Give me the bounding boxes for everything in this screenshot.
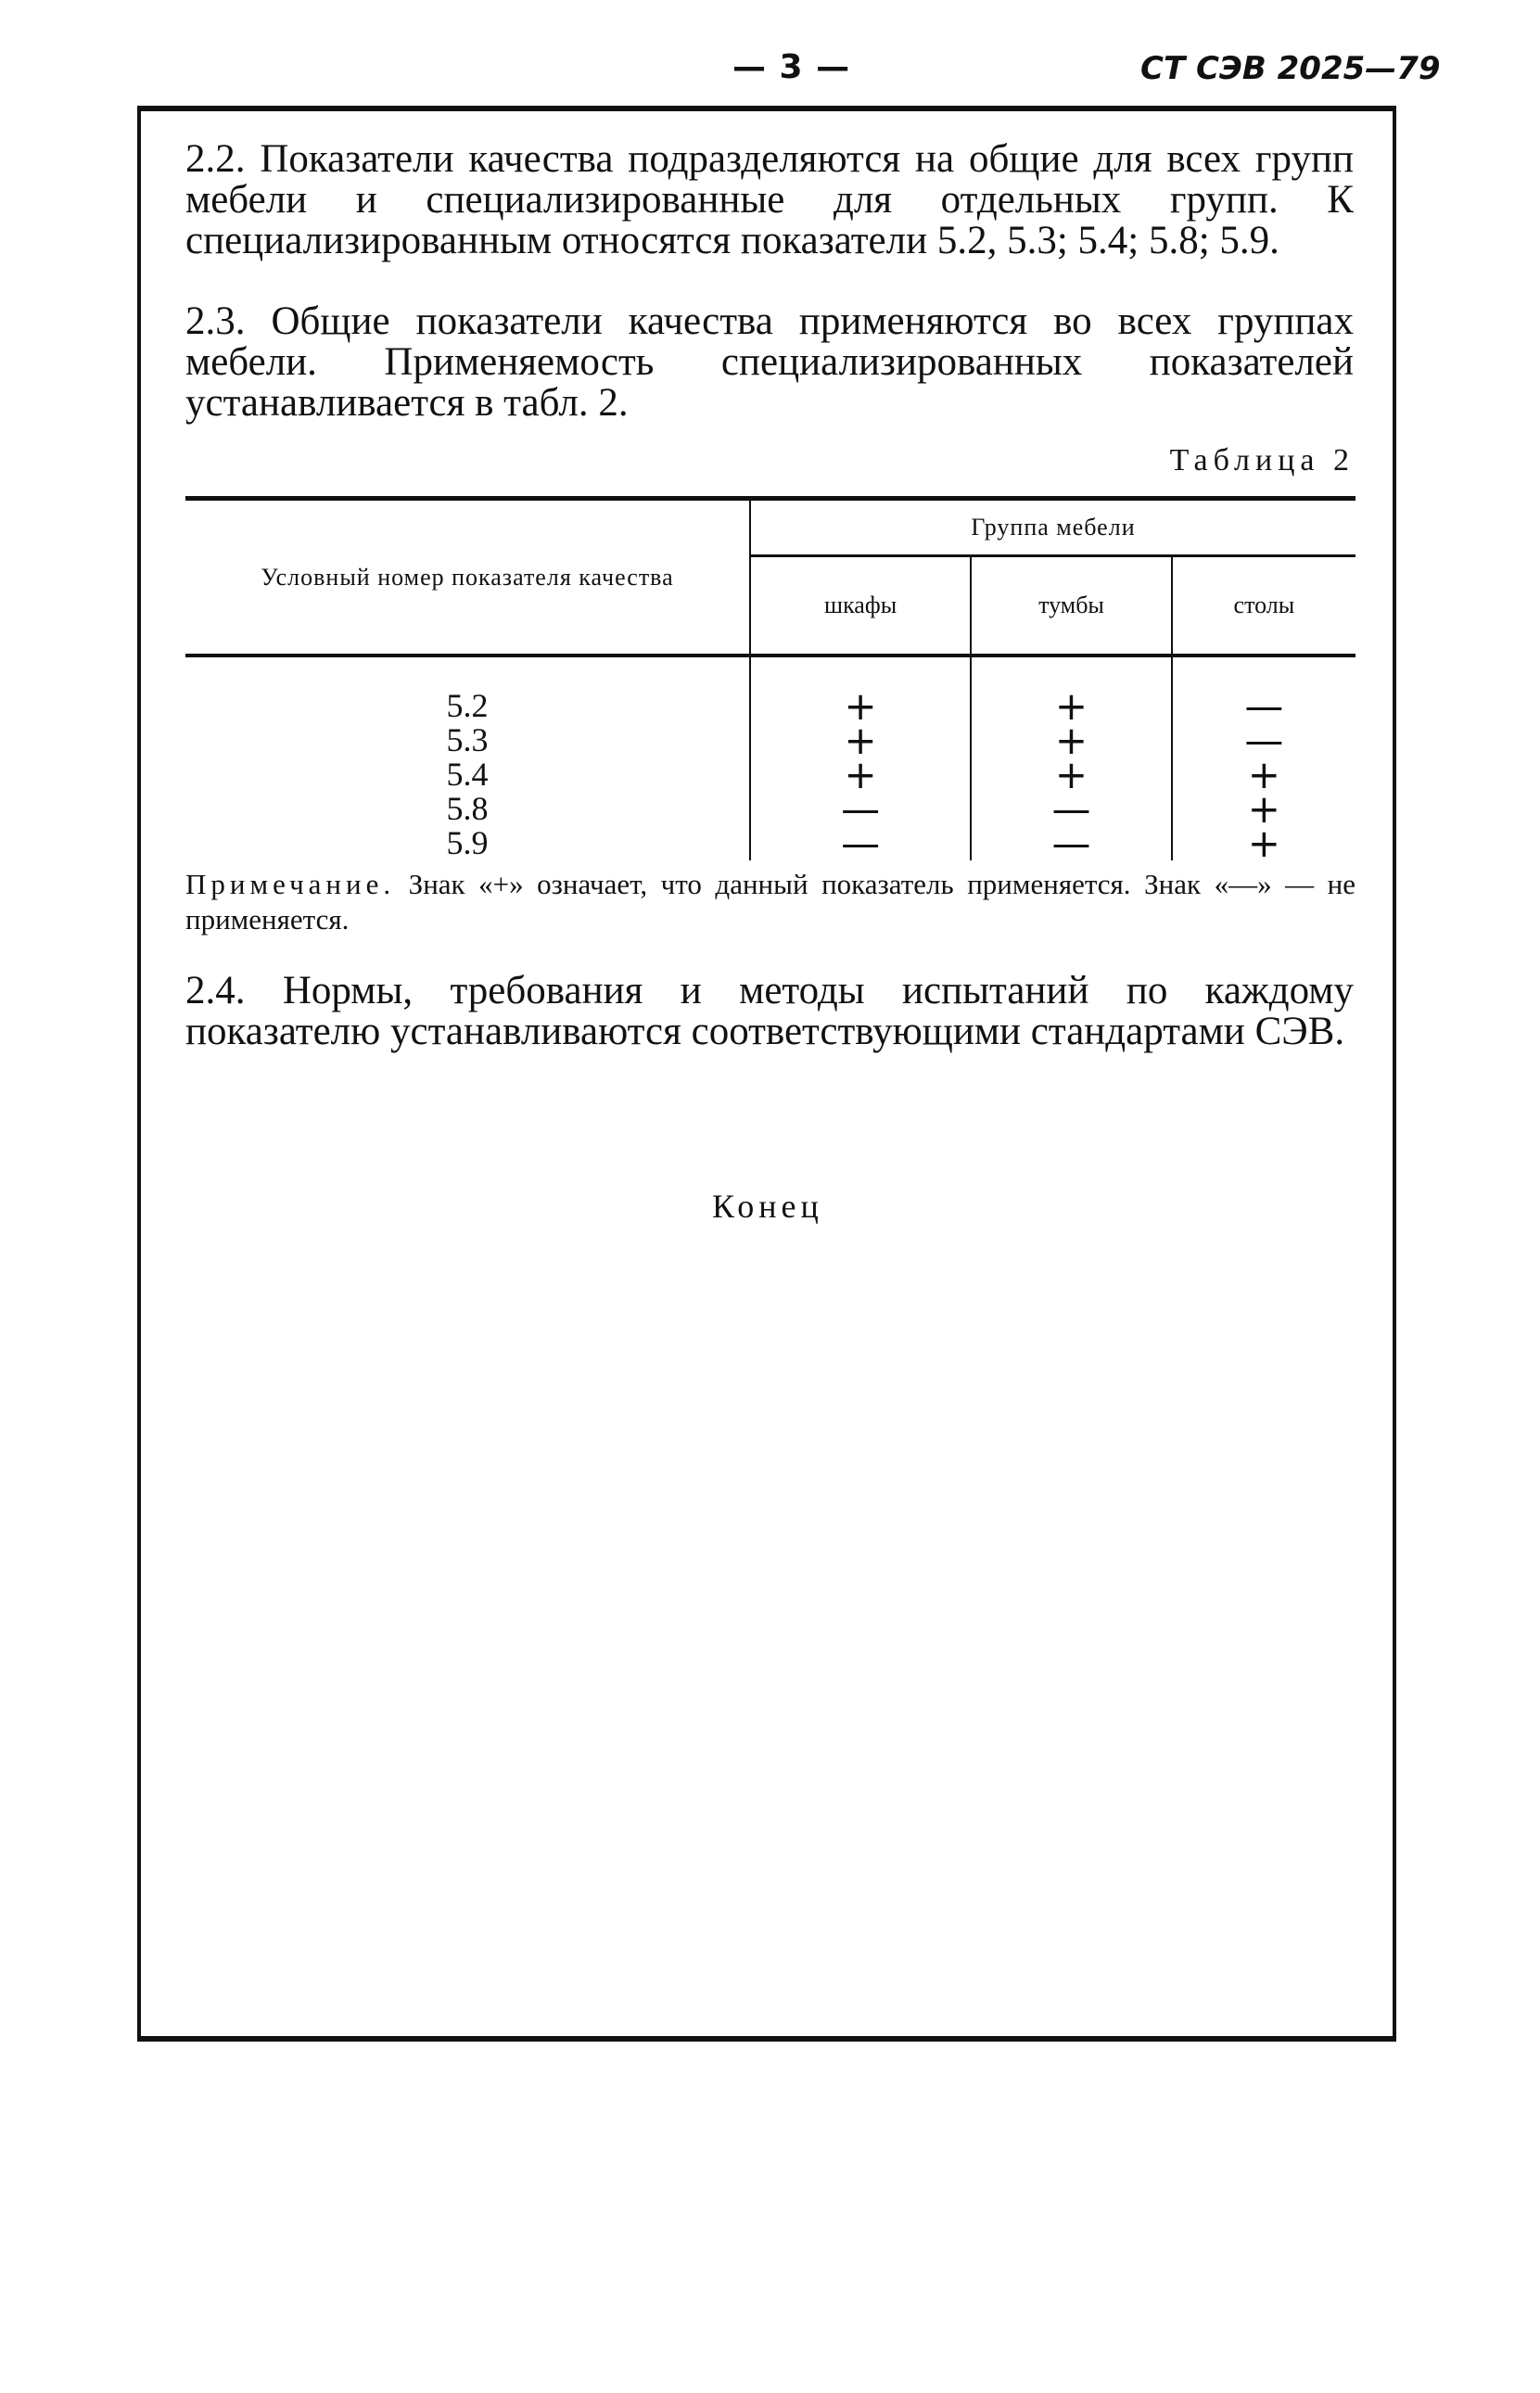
- indicator-number: 5.8: [185, 792, 750, 826]
- table-row: [185, 723, 1355, 757]
- cell-cabinets: —: [750, 792, 971, 826]
- column-header-nightstands: тумбы: [971, 556, 1172, 656]
- standard-code: СТ СЭВ 2025—79: [1140, 50, 1441, 87]
- cell-nightstands: —: [971, 826, 1172, 860]
- indicator-number: 5.9: [185, 826, 750, 860]
- cell-cabinets: +: [750, 757, 971, 792]
- table-row: [185, 689, 1355, 723]
- indicator-number: 5.3: [185, 723, 750, 757]
- note-label: Примечание.: [185, 868, 396, 900]
- table-row: [185, 757, 1355, 792]
- header-furniture-group: Группа мебели: [750, 499, 1355, 556]
- table-row: [185, 826, 1355, 860]
- table-note: [185, 867, 1355, 937]
- paragraph-2-4: 2.4. Нормы, требования и методы испытаний по каждому показателю устанавливаются соответствующими стандартами СЭВ.: [185, 969, 1354, 1053]
- cell-nightstands: +: [971, 689, 1172, 723]
- document-end: Конец: [712, 1188, 823, 1225]
- column-header-cabinets: шкафы: [750, 556, 971, 656]
- cell-tables: +: [1247, 786, 1280, 832]
- cell-nightstands: +: [971, 757, 1172, 792]
- cell-cabinets: —: [750, 826, 971, 860]
- cell-cabinets: +: [750, 689, 971, 723]
- cell-cabinets: +: [750, 723, 971, 757]
- cell-tables: —: [1244, 683, 1284, 729]
- applicability-table: [185, 496, 1355, 866]
- cell-tables: +: [1247, 752, 1280, 797]
- page-number: — 3 —: [732, 48, 851, 86]
- paragraph-2-3: 2.3. Общие показатели качества применяются во всех группах мебели. Применяемость специализированных показателей устанавливается в табл. 2.: [185, 299, 1354, 425]
- table-row: [185, 792, 1355, 826]
- column-header-tables: столы: [1172, 556, 1355, 656]
- cell-tables: —: [1244, 718, 1284, 763]
- table-caption: Таблица 2: [1169, 443, 1355, 477]
- header-indicator-number: Условный номер показателя качества: [185, 499, 750, 656]
- cell-nightstands: +: [971, 723, 1172, 757]
- cell-nightstands: —: [971, 792, 1172, 826]
- indicator-number: 5.2: [185, 689, 750, 723]
- indicator-number: 5.4: [185, 757, 750, 792]
- paragraph-2-2: 2.2. Показатели качества подразделяются на общие для всех групп мебели и специализированные для отдельных групп. К специализированным относятся показатели 5.2, 5.3; 5.4; 5.8; 5.9.: [185, 137, 1354, 262]
- cell-tables: +: [1247, 821, 1280, 866]
- note-text: Знак «+» означает, что данный показатель применяется. Знак «—» — не применяется.: [185, 868, 1356, 936]
